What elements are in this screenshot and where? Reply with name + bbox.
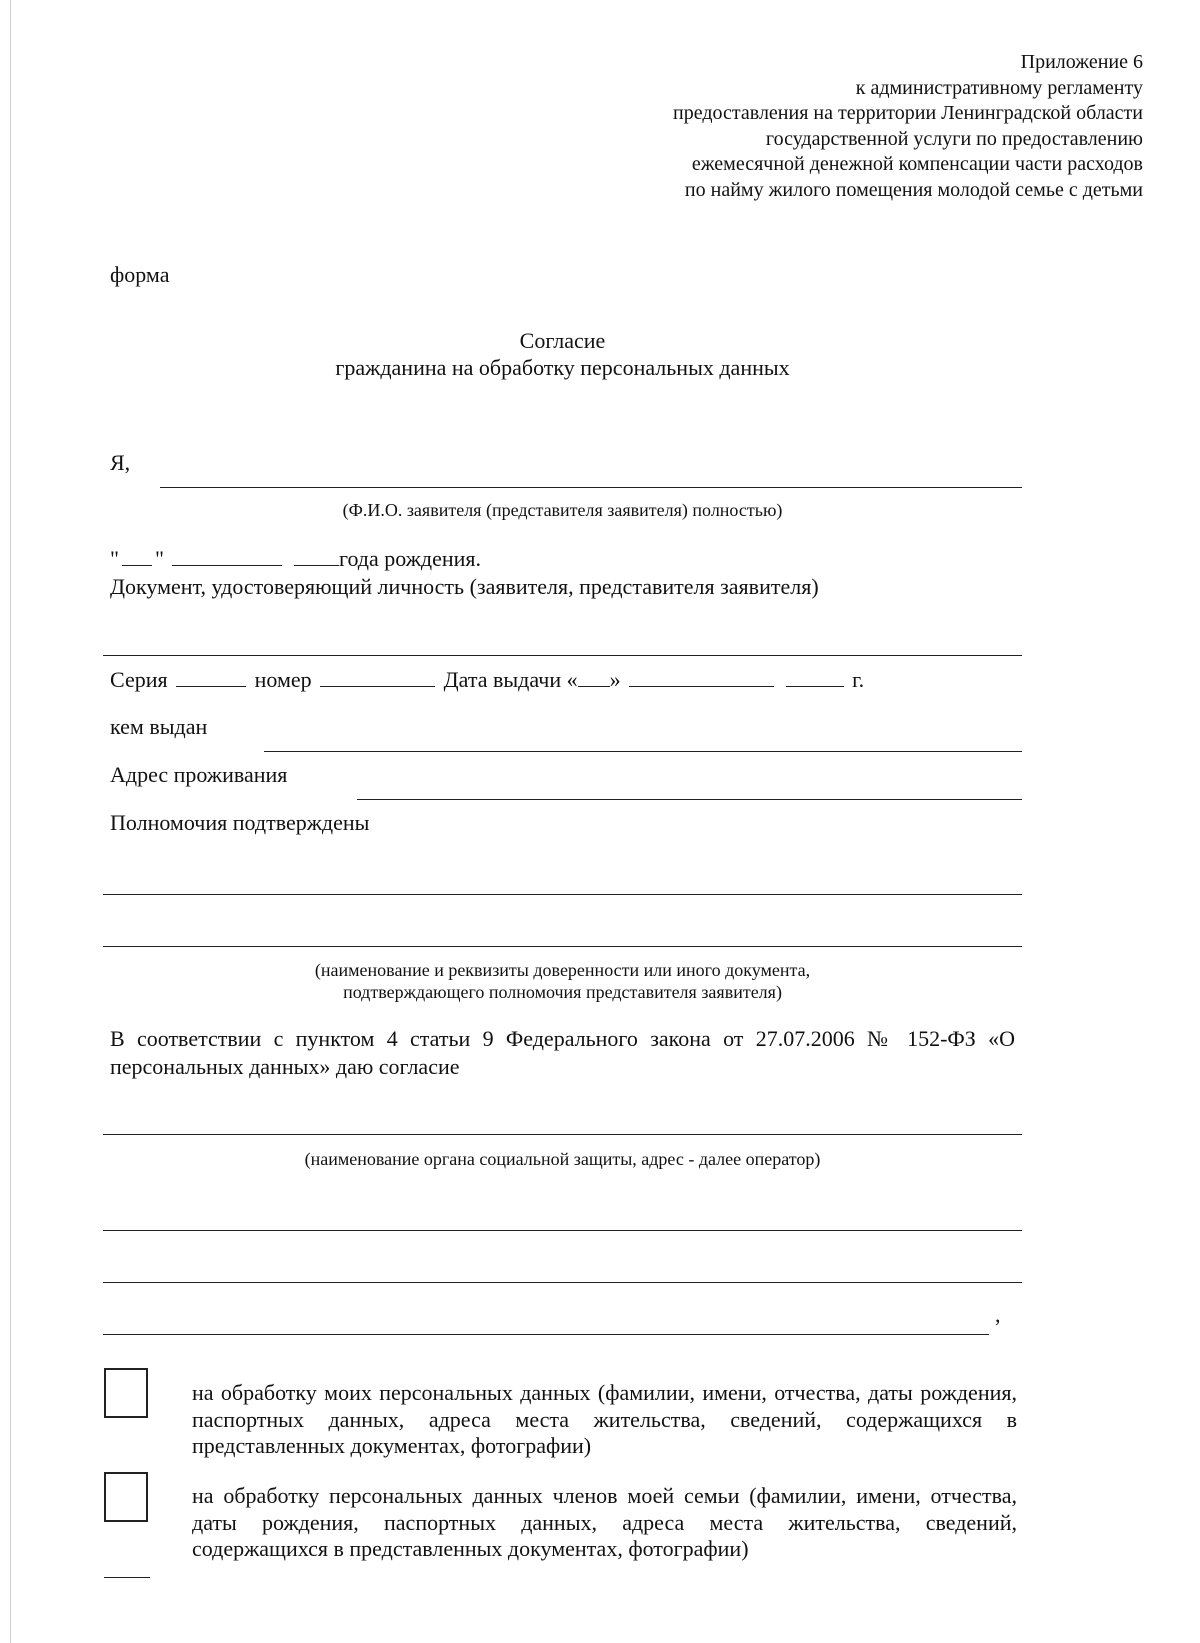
appendix-header [673, 50, 1143, 203]
powers-input-line-1[interactable] [103, 894, 1022, 895]
operator-extra-line-3[interactable] [103, 1334, 989, 1335]
family-data-checkbox[interactable] [104, 1472, 148, 1522]
birth-day-field[interactable] [122, 547, 152, 566]
birth-date-row [110, 546, 481, 572]
document-label: Документ, удостоверяющий личность (заявителя, представителя заявителя) [110, 574, 819, 599]
powers-caption-1: (наименование и реквизиты доверенности или иного документа, [314, 960, 811, 980]
own-data-checkbox[interactable] [104, 1368, 148, 1418]
operator-comma: , [995, 1302, 1001, 1327]
birth-year-field[interactable] [294, 547, 339, 566]
issued-by-input-line[interactable] [264, 751, 1022, 752]
next-checkbox-edge [104, 1577, 150, 1578]
header-line: ежемесячной денежной компенсации части расходов [691, 153, 1143, 175]
fio-input-line[interactable] [160, 487, 1022, 488]
issue-month-field[interactable] [629, 668, 774, 687]
family-data-option-text: на обработку персональных данных членов моей семьи (фамилии, имени, отчества, даты рождения, паспортных данных, адреса места жительства, сведений, содержащихся в представленных документах, фотографии) [192, 1483, 1017, 1561]
title-line-2: гражданина на обработку персональных данных [335, 355, 790, 380]
operator-caption: (наименование органа социальной защиты, адрес - далее оператор) [304, 1149, 821, 1169]
consent-text: В соответствии с пунктом 4 статьи 9 Федерального закона от 27.07.2006 № 152-ФЗ «О персональных данных» даю согласие [110, 1026, 1015, 1079]
birth-suffix: года рождения. [338, 546, 482, 571]
header-line: предоставления на территории Ленинградской области [673, 102, 1143, 124]
operator-input-line[interactable] [103, 1134, 1022, 1135]
birth-quote-open: " [110, 546, 119, 571]
document-input-line[interactable] [103, 655, 1022, 656]
series-label: Серия [110, 667, 168, 692]
issue-date-label: Дата выдачи « [443, 667, 578, 692]
year-suffix: г. [852, 667, 865, 692]
issue-date-close: » [609, 667, 621, 692]
birth-month-field[interactable] [172, 547, 282, 566]
operator-extra-line-2[interactable] [103, 1282, 1022, 1283]
issue-day-field[interactable] [578, 668, 610, 687]
form-label: форма [110, 262, 170, 287]
title-line-1: Согласие [519, 328, 606, 353]
header-line: по найму жилого помещения молодой семье с детьми [684, 178, 1143, 201]
powers-input-line-2[interactable] [103, 946, 1022, 947]
address-label: Адрес проживания [110, 762, 288, 787]
i-label: Я, [110, 450, 131, 475]
passport-row [110, 667, 864, 693]
powers-caption-2: подтверждающего полномочия представителя заявителя) [343, 982, 782, 1002]
scan-edge-line [10, 0, 11, 1643]
series-field[interactable] [176, 668, 246, 687]
header-line: Приложение 6 [1020, 51, 1143, 73]
number-field[interactable] [320, 668, 435, 687]
powers-label: Полномочия подтверждены [110, 810, 370, 835]
issued-by-label: кем выдан [110, 714, 208, 739]
header-line: государственной услуги по предоставлению [765, 127, 1143, 150]
number-label: номер [254, 667, 312, 692]
header-line: к административному регламенту [855, 76, 1143, 99]
address-input-line[interactable] [357, 799, 1022, 800]
birth-quote-close: " [154, 546, 164, 571]
fio-caption: (Ф.И.О. заявителя (представителя заявителя) полностью) [342, 500, 783, 520]
own-data-option-text: на обработку моих персональных данных (фамилии, имени, отчества, даты рождения, паспортных данных, адреса места жительства, сведений, содержащихся в представленных документах, фотографии) [192, 1380, 1017, 1458]
issue-year-field[interactable] [786, 668, 844, 687]
operator-extra-line-1[interactable] [103, 1230, 1022, 1231]
